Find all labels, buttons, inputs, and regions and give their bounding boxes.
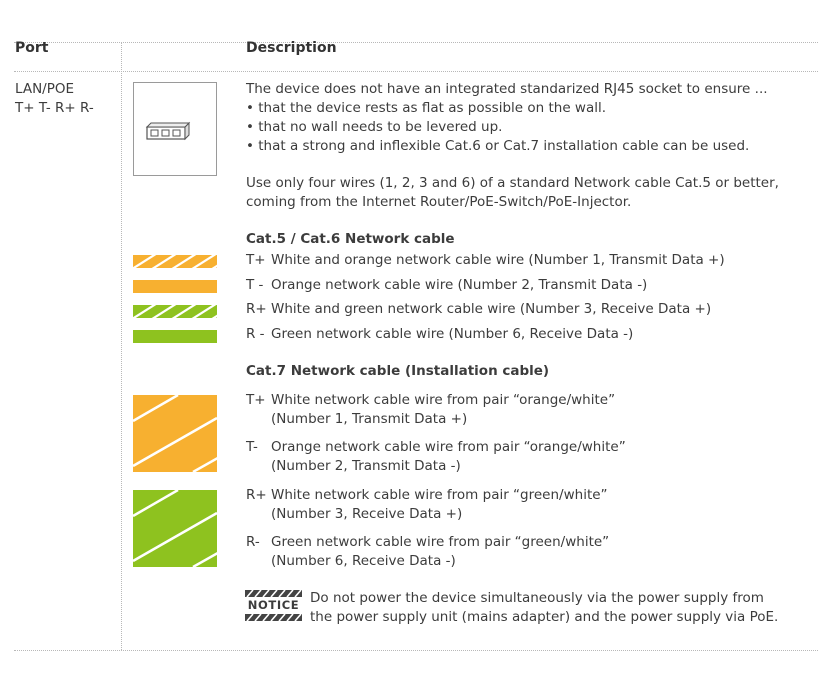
cat56-wire-description: Orange network cable wire (Number 2, Transmit Data -) <box>271 277 648 293</box>
intro-line: The device does not have an integrated standarized RJ45 socket to ensure ... <box>246 81 768 97</box>
swatch-orange <box>133 280 217 293</box>
cat7-wire-number: (Number 2, Transmit Data -) <box>271 458 461 474</box>
cat7-wire-label: T+ <box>246 392 266 408</box>
cat56-heading: Cat.5 / Cat.6 Network cable <box>246 231 455 247</box>
swatch-cat7-orange-white <box>133 395 217 472</box>
cat7-wire-description: Orange network cable wire from pair “orange/white” <box>271 439 626 455</box>
cat7-wire-description: White network cable wire from pair “green/white” <box>271 487 608 503</box>
swatch-white-green <box>133 305 217 318</box>
notice-text: Do not power the device simultaneously via the power supply from <box>310 590 764 606</box>
cat56-wire-description: White and green network cable wire (Number 3, Receive Data +) <box>271 301 712 317</box>
port-pins: T+ T- R+ R- <box>15 100 94 116</box>
cat7-wire-number: (Number 1, Transmit Data +) <box>271 411 468 427</box>
cat7-wire-description: White network cable wire from pair “orange/white” <box>271 392 616 408</box>
cat7-wire-number: (Number 6, Receive Data -) <box>271 553 456 569</box>
notice-label: NOTICE <box>247 598 300 612</box>
port-name: LAN/POE <box>15 81 75 97</box>
column-divider <box>121 42 122 650</box>
cat56-wire-label: T - <box>246 277 264 293</box>
cat56-wire-description: White and orange network cable wire (Number 1, Transmit Data +) <box>271 252 725 268</box>
swatch-green <box>133 330 217 343</box>
wiring-note: Use only four wires (1, 2, 3 and 6) of a standard Network cable Cat.5 or better, <box>246 175 779 191</box>
cat56-wire-label: R+ <box>246 301 267 317</box>
description-column-header: Description <box>246 40 337 56</box>
cat56-wire-label: R - <box>246 326 265 342</box>
device-illustration <box>133 82 217 176</box>
intro-bullet: • that no wall needs to be levered up. <box>246 119 503 135</box>
notice-hatch-icon <box>245 614 302 621</box>
cat7-wire-number: (Number 3, Receive Data +) <box>271 506 463 522</box>
swatch-cat7-green-white <box>133 490 217 567</box>
rj45-switch-device-icon <box>134 83 216 175</box>
port-column-header: Port <box>15 40 49 56</box>
intro-bullet: • that the device rests as flat as possible on the wall. <box>246 100 607 116</box>
cat7-heading: Cat.7 Network cable (Installation cable) <box>246 363 550 379</box>
notice-badge <box>245 590 302 622</box>
cat7-wire-label: R+ <box>246 487 267 503</box>
notice-text: the power supply unit (mains adapter) and the power supply via PoE. <box>310 609 779 625</box>
notice-hatch-icon <box>245 590 302 597</box>
cat7-wire-label: R- <box>246 534 260 550</box>
cat7-wire-description: Green network cable wire from pair “green/white” <box>271 534 610 550</box>
wiring-note: coming from the Internet Router/PoE-Switch/PoE-Injector. <box>246 194 632 210</box>
cat56-wire-description: Green network cable wire (Number 6, Receive Data -) <box>271 326 634 342</box>
cat7-wire-label: T- <box>246 439 258 455</box>
cat56-wire-label: T+ <box>246 252 266 268</box>
swatch-white-orange <box>133 255 217 268</box>
intro-bullet: • that a strong and inflexible Cat.6 or Cat.7 installation cable can be used. <box>246 138 750 154</box>
